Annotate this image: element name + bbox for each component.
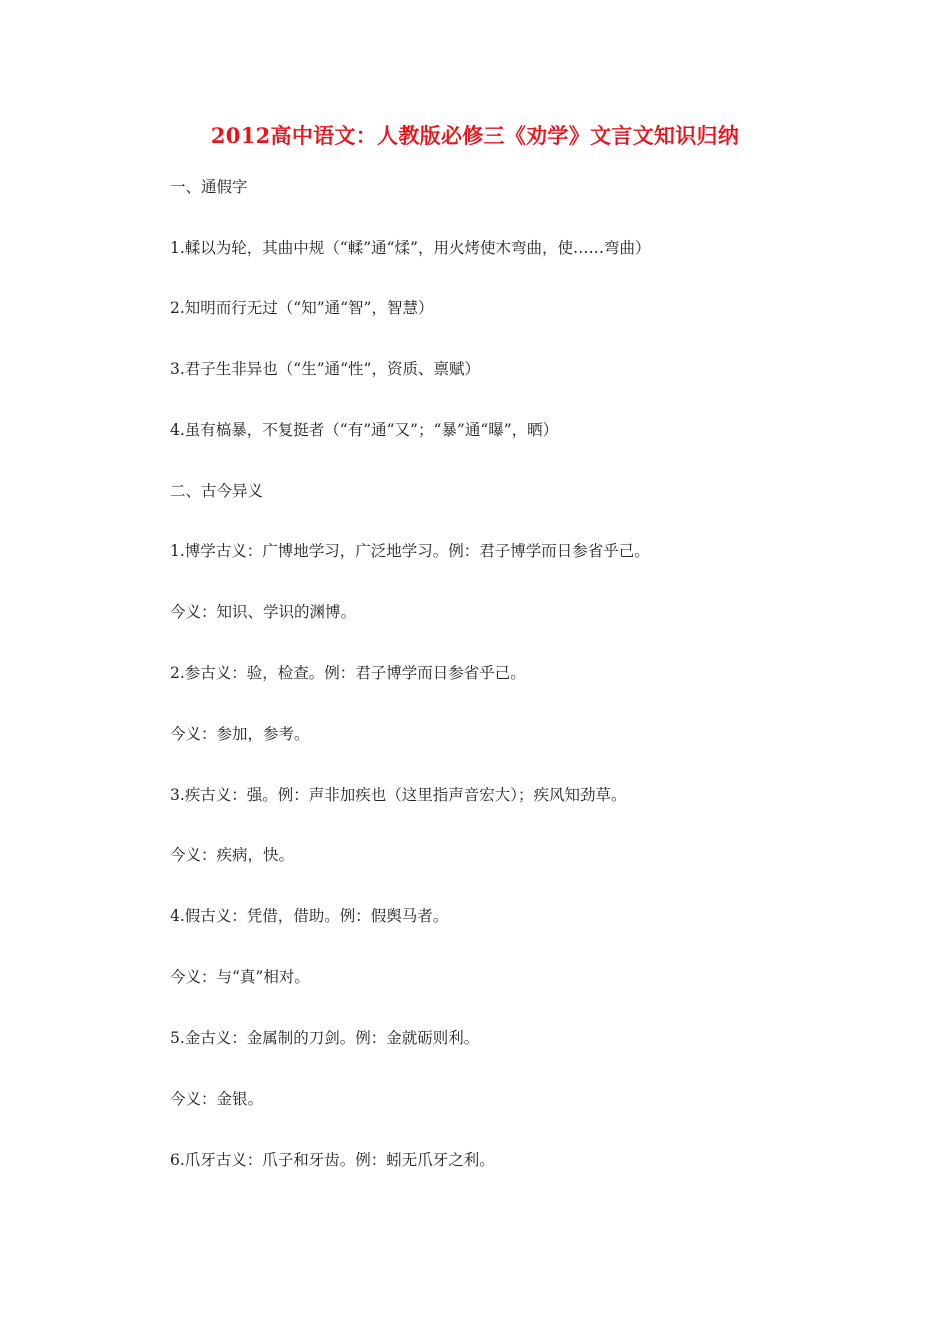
text-line: 今义：金银。: [170, 1090, 264, 1108]
text-line: 今义：参加，参考。: [170, 725, 310, 743]
text-line: 3.疾古义：强。例：声非加疾也（这里指声音宏大）；疾风知劲草。: [170, 786, 627, 804]
text-line: 4.假古义：凭借，借助。例：假舆马者。: [170, 907, 449, 925]
text-line: 今义：与“真”相对。: [170, 968, 310, 986]
text-line: 今义：疾病，快。: [170, 846, 295, 864]
text-line: 1.輮以为轮，其曲中规（“輮”通“煣”，用火烤使木弯曲，使……弯曲）: [170, 239, 651, 257]
text-line: 3.君子生非异也（“生”通“性”，资质、禀赋）: [170, 360, 480, 378]
text-line: 1.博学古义：广博地学习，广泛地学习。例：君子博学而日参省乎己。: [170, 542, 650, 560]
text-line: 今义：知识、学识的渊博。: [170, 603, 357, 621]
document-title: 2012高中语文：人教版必修三《劝学》文言文知识归纳: [210, 123, 740, 148]
text-line: 6.爪牙古义：爪子和牙齿。例：蚓无爪牙之利。: [170, 1151, 495, 1169]
text-line: 2.参古义：验，检查。例：君子博学而日参省乎己。: [170, 664, 526, 682]
section-heading-gujinyiyi: 二、古今异义: [170, 482, 264, 500]
section-heading-tongjiazi: 一、通假字: [170, 178, 248, 196]
text-line: 5.金古义：金属制的刀剑。例：金就砺则利。: [170, 1029, 480, 1047]
text-line: 2.知明而行无过（“知”通“智”，智慧）: [170, 299, 434, 317]
text-line: 4.虽有槁暴，不复挺者（“有”通“又”；“暴”通“曝”，晒）: [170, 421, 559, 439]
